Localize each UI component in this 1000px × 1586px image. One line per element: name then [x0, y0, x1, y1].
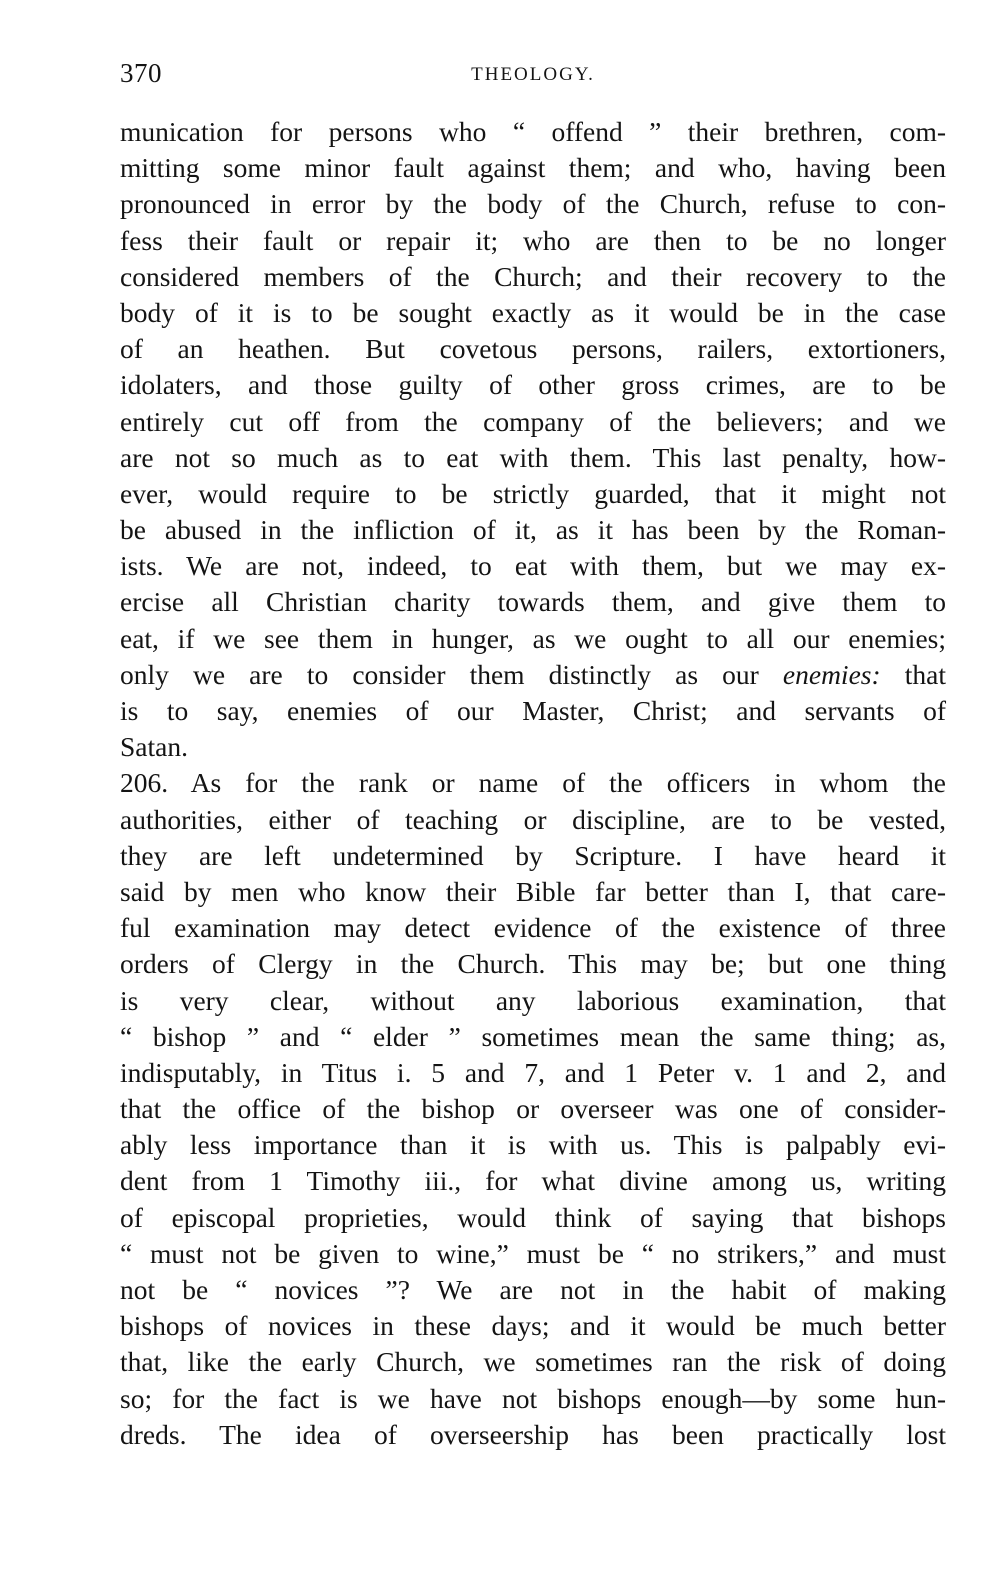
italic-word-enemies: enemies: [782, 658, 881, 690]
text-line: mitting some minor fault against them; and who, having been [120, 152, 946, 184]
text-line: that, like the early Church, we sometimes ran the risk of doing [120, 1346, 946, 1378]
paragraph-206 [120, 765, 946, 1453]
text-line: indisputably, in Titus i. 5 and 7, and 1 Peter v. 1 and 2, and [120, 1056, 946, 1088]
text-line: ably less importance than it is with us. This is palpably evi- [120, 1129, 946, 1161]
text-line: is to say, enemies of our Master, Christ; and servants of [120, 695, 946, 726]
text-line: not be “ novices ”? We are not in the habit of making [120, 1274, 946, 1305]
text-line: authorities, either of teaching or discipline, are to be vested, [120, 803, 946, 835]
text-line: 206. As for the rank or name of the officers in whom the [120, 767, 946, 799]
text-line: that the office of the bishop or overseer was one of consider- [120, 1093, 946, 1125]
text-line: fess their fault or repair it; who are then to be no longer [120, 224, 946, 256]
text-line: is very clear, without any laborious examination, that [120, 984, 946, 1016]
text-line: entirely cut off from the company of the believers; and we [120, 405, 946, 437]
running-head: THEOLOGY. [471, 64, 595, 85]
text-line: of an heathen. But covetous persons, railers, extortioners, [120, 333, 946, 365]
text-line: orders of Clergy in the Church. This may be; but one thing [120, 948, 946, 980]
text-run: that [880, 658, 946, 690]
text-line: ful examination may detect evidence of the existence of three [120, 912, 946, 944]
text-line: “ must not be given to wine,” must be “ no strikers,” and must [120, 1237, 946, 1269]
text-line: idolaters, and those guilty of other gross crimes, are to be [120, 369, 946, 401]
text-line: are not so much as to eat with them. This last penalty, how- [120, 441, 946, 473]
page-number: 370 [120, 58, 162, 88]
text-line: considered members of the Church; and their recovery to the [120, 260, 946, 292]
text-line: of episcopal proprieties, would think of saying that bishops [120, 1201, 946, 1233]
paragraph-1 [120, 114, 946, 765]
text-run: only we are to consider them distinctly as our [120, 658, 783, 690]
text-line: dreds. The idea of overseership has been practically lost [120, 1418, 946, 1450]
text-line: Satan. [120, 731, 188, 763]
text-line: dent from 1 Timothy iii., for what divine among us, writing [120, 1165, 946, 1197]
book-page [120, 58, 946, 1453]
text-line: ists. We are not, indeed, to eat with them, but we may ex- [120, 550, 946, 582]
text-line: said by men who know their Bible far better than I, that care- [120, 875, 946, 907]
body-text [120, 114, 946, 1453]
text-line: they are left undetermined by Scripture. I have heard it [120, 839, 946, 871]
text-line: bishops of novices in these days; and it would be much better [120, 1310, 946, 1342]
text-line: “ bishop ” and “ elder ” sometimes mean the same thing; as, [120, 1020, 946, 1052]
text-line [120, 657, 946, 693]
text-line: be abused in the infliction of it, as it has been by the Roman- [120, 514, 946, 546]
text-line: pronounced in error by the body of the Church, refuse to con- [120, 188, 946, 220]
text-line: ever, would require to be strictly guarded, that it might not [120, 477, 946, 509]
text-line: ercise all Christian charity towards them, and give them to [120, 586, 946, 618]
text-line: munication for persons who “ offend ” their brethren, com- [120, 116, 946, 147]
text-line: body of it is to be sought exactly as it would be in the case [120, 296, 946, 328]
text-line: eat, if we see them in hunger, as we ought to all our enemies; [120, 622, 946, 654]
page-header [120, 58, 946, 98]
text-line: so; for the fact is we have not bishops enough—by some hun- [120, 1382, 946, 1414]
